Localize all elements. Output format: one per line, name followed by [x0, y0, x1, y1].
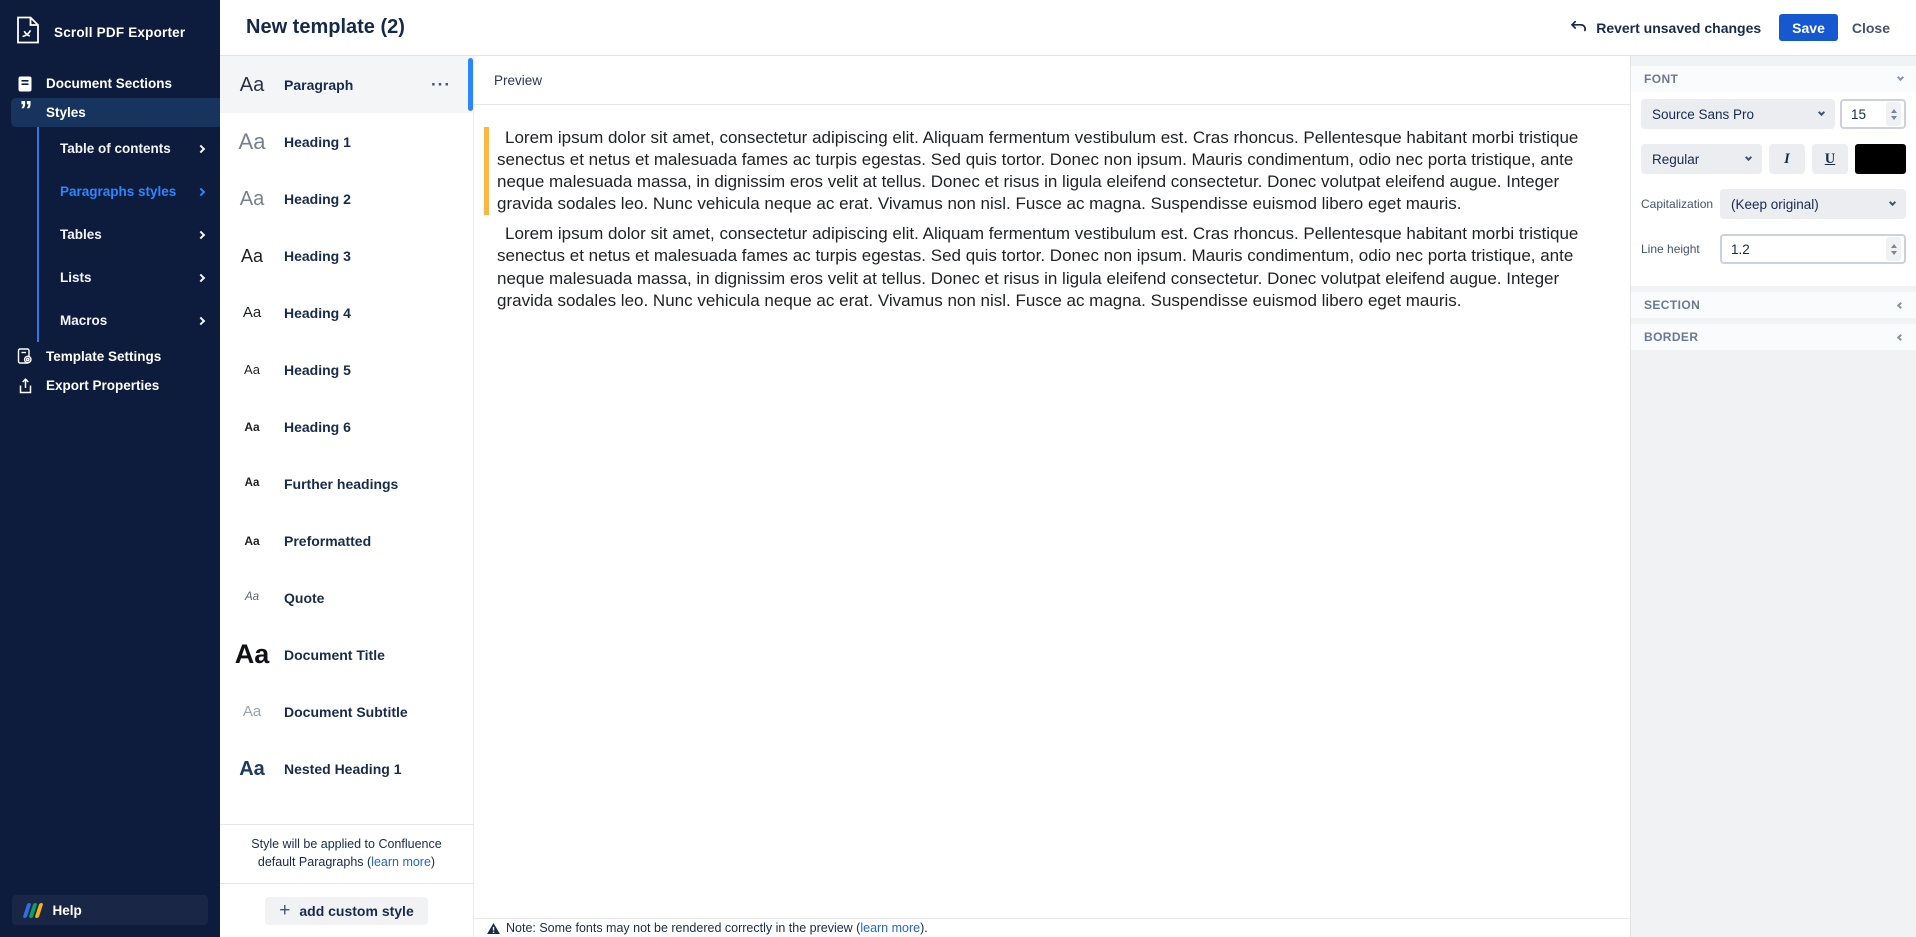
chevron-right-icon: [197, 144, 205, 152]
content-area: [220, 56, 1916, 937]
preview-paragraph-selected[interactable]: Lorem ipsum dolor sit amet, consectetur adipiscing elit. Aliquam fermentum vestibulum est. Cras rhoncus. Pellentesque habitant morbi tristique senectus et netus et malesuada fames ac turpis egestas. Sed quis tortor. Donec non ipsum. Mauris condimentum, odio nec porta tristique, ante neque malesuada massa, in dignissim eros velit at tellus. Donec et risus in ligula eleifend consectetur. Donec volutpat eleifend augue. Integer gravida sodales leo. Nunc vehicula neque ac erat. Vivamus non nisl. Fusce ac magna. Suspendisse euismod libero eget mauris.: [484, 127, 1604, 215]
border-section: [1631, 324, 1916, 350]
font-size-stepper[interactable]: [1886, 102, 1901, 126]
style-sample-glyph: Aa: [239, 187, 265, 210]
italic-toggle-button[interactable]: I: [1769, 144, 1805, 174]
sidebar-item-paragraphs-styles[interactable]: Paragraphs styles: [39, 170, 220, 213]
sidebar-item-label: Export Properties: [46, 378, 160, 393]
font-weight-value: Regular: [1652, 151, 1700, 167]
underline-toggle-button[interactable]: U: [1812, 144, 1848, 174]
add-custom-style-button[interactable]: + add custom style: [265, 897, 427, 925]
font-family-value: Source Sans Pro: [1652, 106, 1755, 122]
border-section-header[interactable]: BORDER: [1631, 324, 1916, 350]
line-height-label: Line height: [1641, 242, 1700, 256]
plus-icon: +: [279, 900, 291, 921]
chevron-left-icon: [1897, 333, 1904, 340]
font-size-field[interactable]: [1844, 107, 1886, 122]
save-button[interactable]: Save: [1779, 14, 1838, 41]
learn-more-link[interactable]: learn more: [860, 921, 921, 935]
style-row-preformatted[interactable]: Aa Preformatted: [220, 512, 473, 569]
style-row-nested-heading-1[interactable]: Aa Nested Heading 1: [220, 740, 473, 797]
sidebar-item-lists[interactable]: Lists: [39, 256, 220, 299]
sidebar-item-document-sections[interactable]: [0, 69, 220, 98]
properties-panel: [1630, 56, 1916, 937]
font-section: [1631, 66, 1916, 286]
sidebar-item-tables[interactable]: Tables: [39, 213, 220, 256]
chevron-right-icon: [197, 316, 205, 324]
style-row-paragraph[interactable]: Aa Paragraph ···: [220, 56, 473, 113]
capitalization-label: Capitalization: [1641, 197, 1714, 211]
style-row-further-headings[interactable]: Aa Further headings: [220, 455, 473, 512]
font-section-header[interactable]: [1631, 66, 1916, 92]
chevron-left-icon: [1897, 301, 1904, 308]
quotes-icon: ”: [19, 94, 31, 125]
font-color-swatch[interactable]: [1855, 144, 1906, 174]
style-sample-glyph: Aa: [238, 128, 266, 154]
sidebar-item-export-properties[interactable]: [0, 371, 220, 400]
style-row-heading-6[interactable]: Aa Heading 6: [220, 398, 473, 455]
chevron-down-icon: [1897, 74, 1904, 81]
top-header: [220, 0, 1916, 56]
page-title: New template (2): [246, 16, 405, 38]
revert-label: Revert unsaved changes: [1596, 19, 1762, 36]
style-row-heading-1[interactable]: Aa Heading 1: [220, 113, 473, 170]
sidebar-item-template-settings[interactable]: [0, 342, 220, 371]
style-sample-glyph: Aa: [234, 639, 270, 669]
capitalization-select[interactable]: [1720, 189, 1906, 219]
section-section: [1631, 292, 1916, 318]
sidebar-item-table-of-contents[interactable]: Table of contents: [39, 127, 220, 170]
style-row-document-subtitle[interactable]: Aa Document Subtitle: [220, 683, 473, 740]
chevron-down-icon: [1818, 109, 1825, 116]
style-sample-glyph: Aa: [244, 476, 260, 489]
close-button[interactable]: Close: [1851, 19, 1890, 36]
style-row-document-title[interactable]: Aa Document Title: [220, 626, 473, 683]
revert-unsaved-changes-button[interactable]: [1570, 20, 1761, 36]
line-height-input[interactable]: [1720, 234, 1906, 264]
style-sample-glyph: Aa: [240, 245, 264, 266]
undo-icon: [1570, 20, 1587, 36]
section-section-header[interactable]: SECTION: [1631, 292, 1916, 318]
chevron-right-icon: [197, 273, 205, 281]
line-height-stepper[interactable]: [1886, 237, 1901, 261]
help-label: Help: [52, 902, 82, 918]
font-size-input[interactable]: [1840, 99, 1906, 129]
upload-box-icon: [16, 378, 34, 394]
font-weight-select[interactable]: [1641, 144, 1762, 174]
capitalization-value: (Keep original): [1731, 196, 1819, 212]
style-row-heading-5[interactable]: Aa Heading 5: [220, 341, 473, 398]
sidebar: [0, 0, 220, 937]
preview-font-note: Note: Some fonts may not be rendered correctly in the preview (learn more).: [474, 918, 1630, 937]
app-logo-row: [0, 0, 220, 69]
sidebar-item-label: Styles: [46, 105, 86, 120]
chevron-down-icon: [1745, 154, 1752, 161]
styles-list: [220, 56, 474, 937]
main-area: [220, 0, 1916, 937]
k15t-stripes-icon: [23, 903, 43, 918]
chevron-right-icon: [197, 230, 205, 238]
app-title: Scroll PDF Exporter: [54, 25, 186, 40]
preview-paragraph[interactable]: Lorem ipsum dolor sit amet, consectetur adipiscing elit. Aliquam fermentum vestibulum est. Cras rhoncus. Pellentesque habitant morbi tristique senectus et netus et malesuada fames ac turpis egestas. Sed quis tortor. Donec non ipsum. Mauris condimentum, odio nec porta tristique, ante neque malesuada massa, in dignissim eros velit at tellus. Donec et risus in ligula eleifend consectetur. Donec volutpat eleifend augue. Integer gravida sodales leo. Nunc vehicula neque ac erat. Vivamus non nisl. Fusce ac magna. Suspendisse euismod libero eget mauris.: [497, 224, 1579, 310]
style-sample-glyph: Aa: [244, 419, 260, 434]
style-sample-glyph: Aa: [244, 590, 260, 603]
ellipsis-menu-icon[interactable]: ···: [431, 74, 451, 94]
preview-header: [474, 56, 1630, 105]
header-actions: [1570, 14, 1890, 41]
font-section-body: [1631, 92, 1916, 286]
style-sample-glyph: Aa: [244, 362, 260, 377]
style-sample-glyph: Aa: [239, 757, 265, 780]
style-sample-glyph: Aa: [242, 703, 262, 720]
styles-list-footer: [220, 824, 473, 937]
document-icon: [16, 76, 34, 92]
style-row-heading-3[interactable]: Aa Heading 3: [220, 227, 473, 284]
line-height-field[interactable]: [1724, 242, 1886, 257]
document-gear-icon: [16, 348, 34, 365]
warning-icon: [487, 923, 500, 934]
sidebar-item-macros[interactable]: Macros: [39, 299, 220, 342]
learn-more-link[interactable]: learn more: [371, 855, 431, 870]
style-row-quote[interactable]: Aa Quote: [220, 569, 473, 626]
style-sample-glyph: Aa: [239, 73, 265, 96]
style-sample-glyph: Aa: [244, 533, 260, 548]
style-applied-note: Style will be applied to Confluence default Paragraphs (learn more): [251, 836, 442, 870]
sidebar-item-label: Document Sections: [46, 76, 173, 91]
style-row-heading-2[interactable]: Aa Heading 2: [220, 170, 473, 227]
preview-title: Preview: [494, 72, 543, 88]
sidebar-item-styles[interactable]: [11, 94, 220, 127]
pdf-document-icon: [16, 16, 40, 49]
font-section-title: FONT: [1644, 72, 1679, 86]
help-button[interactable]: [12, 895, 208, 925]
sidebar-item-label: Template Settings: [46, 349, 162, 364]
preview-panel: [474, 56, 1630, 937]
font-family-select[interactable]: [1641, 99, 1835, 129]
style-row-heading-4[interactable]: Aa Heading 4: [220, 284, 473, 341]
style-sample-glyph: Aa: [242, 304, 262, 321]
chevron-right-icon: [197, 187, 205, 195]
styles-subnav: [37, 127, 220, 342]
preview-body[interactable]: [474, 105, 1630, 918]
chevron-down-icon: [1889, 199, 1896, 206]
